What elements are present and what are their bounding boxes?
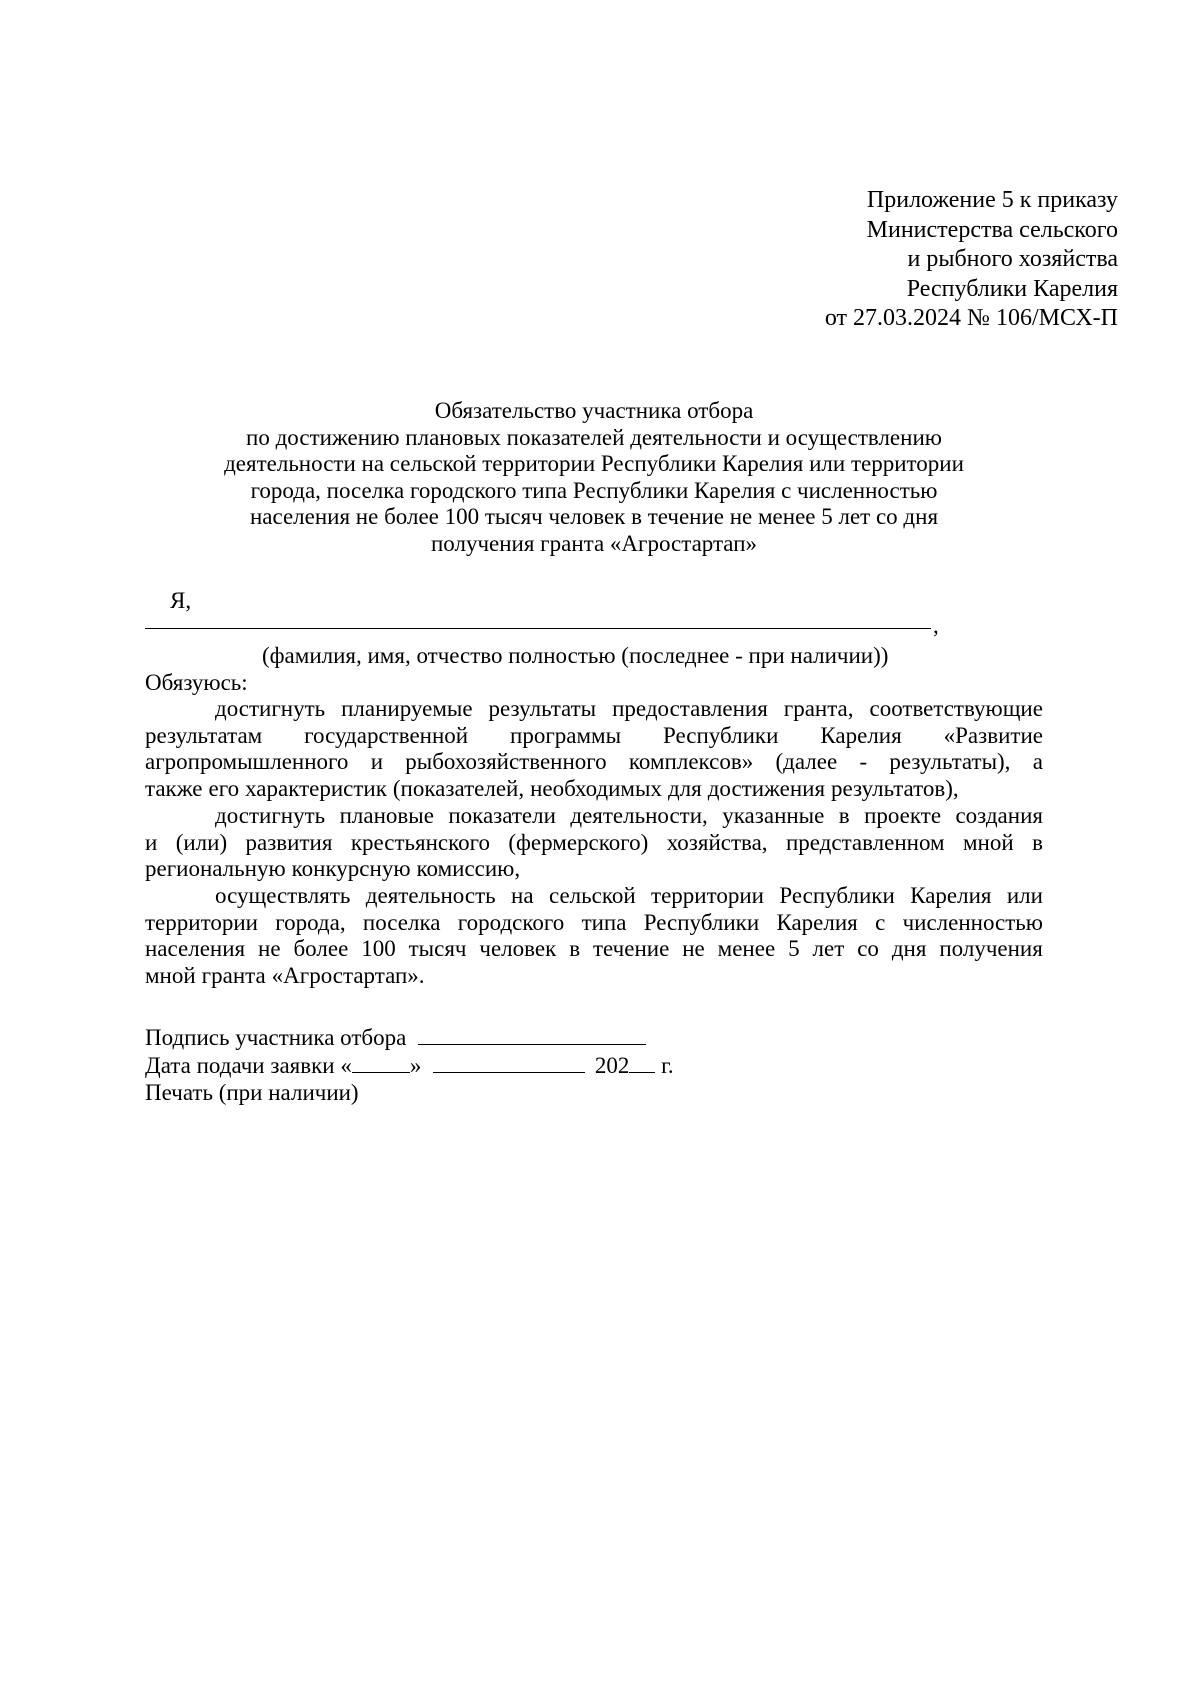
word: соответствующие — [869, 696, 1043, 721]
word: указанные — [722, 803, 825, 828]
stamp-label: Печать (при наличии) — [145, 1080, 359, 1105]
word: и — [145, 829, 158, 855]
word: в — [1032, 829, 1043, 855]
word: «Развитие — [943, 722, 1043, 748]
word: осуществлять — [215, 883, 351, 908]
word: рыбохозяйственного — [405, 749, 607, 775]
word: города, — [275, 909, 346, 935]
word: - — [859, 749, 868, 775]
word: городского — [457, 909, 565, 935]
word: (фермерского) — [508, 829, 649, 855]
word: результатов), — [831, 775, 959, 801]
signature-block — [145, 1024, 674, 1107]
word: Карелия — [910, 883, 992, 908]
year-suffix: г. — [655, 1052, 674, 1078]
intro-ya: Я, — [170, 588, 192, 613]
header-line: Министерства сельского — [866, 216, 1118, 243]
word: развития — [245, 829, 333, 855]
word: сельской — [548, 883, 636, 908]
word: достигнуть — [215, 696, 326, 721]
word: на — [511, 883, 534, 908]
word: показатели — [448, 803, 556, 828]
fio-caption: (фамилия, имя, отчество полностью (последнее - при наличии)) — [262, 643, 889, 668]
word: и — [370, 749, 383, 775]
word: поселка — [362, 909, 441, 935]
word: численностью — [902, 909, 1043, 935]
word: Республики — [663, 722, 779, 748]
paragraph-line — [145, 749, 1043, 776]
word: не — [682, 936, 705, 962]
word: его — [208, 775, 240, 801]
date-label: Дата подачи заявки « — [145, 1052, 352, 1078]
paragraph-line — [145, 963, 1043, 990]
title-line: по достижению плановых показателей деятельности и осуществлению — [246, 424, 942, 450]
word: для — [667, 775, 702, 801]
fio-comma: , — [933, 613, 939, 638]
paragraph-line — [145, 856, 1043, 883]
word: (показателей, — [392, 775, 525, 801]
year-prefix: 202 — [594, 1052, 630, 1078]
paragraph-line — [145, 696, 1043, 723]
signature-blank[interactable] — [418, 1024, 646, 1045]
word: со — [857, 936, 879, 962]
word: территории — [651, 883, 764, 908]
word: агропромышленного — [145, 749, 349, 775]
word: 100 — [361, 936, 396, 962]
paragraph-line — [145, 803, 1043, 830]
date-row — [145, 1052, 674, 1080]
title-line: города, поселка городского типа Республики Карелия с численностью — [250, 477, 938, 503]
word: конкурсную — [291, 856, 411, 882]
signature-label: Подпись участника отбора — [145, 1025, 407, 1050]
word: тысяч — [408, 936, 467, 962]
word: более — [293, 936, 349, 962]
word: также — [145, 775, 203, 801]
word: Республики — [643, 909, 760, 935]
word: дня — [891, 936, 927, 962]
word: мной — [963, 829, 1014, 855]
word: Республики — [779, 883, 895, 908]
word: проекте — [864, 803, 942, 828]
word: территории — [145, 909, 258, 935]
word: в — [838, 803, 850, 828]
paragraph-line — [145, 830, 1043, 857]
word: с — [875, 909, 886, 935]
word: плановые — [339, 803, 434, 828]
word: не — [258, 936, 281, 962]
word: 5 — [788, 936, 800, 962]
word: а — [1032, 749, 1043, 775]
date-quote-close: » — [409, 1052, 422, 1078]
word: «Агростартап». — [271, 962, 425, 988]
word: в — [569, 936, 581, 962]
word: типа — [581, 909, 627, 935]
word: населения — [145, 936, 246, 962]
word: лет — [812, 936, 845, 962]
word: необходимых — [530, 775, 662, 801]
obligation-heading: Обязуюсь: — [145, 670, 248, 695]
word: деятельности, — [570, 803, 708, 828]
word: результаты — [488, 696, 597, 721]
signature-row — [145, 1024, 674, 1052]
word: деятельность — [365, 883, 496, 908]
obligation-paragraph-territory — [145, 883, 1043, 989]
word: создания — [955, 803, 1043, 828]
paragraph-line — [145, 776, 1043, 803]
title-line: Обязательство участника отбора — [434, 398, 754, 423]
day-blank[interactable] — [352, 1052, 410, 1073]
word: достигнуть — [215, 803, 326, 828]
word: (далее — [775, 749, 838, 775]
word: программы — [510, 722, 622, 748]
word: представленном — [785, 829, 945, 855]
word: Карелия — [820, 722, 902, 748]
paragraph-line — [145, 723, 1043, 750]
month-blank[interactable] — [433, 1052, 585, 1073]
document-title — [145, 398, 1043, 557]
word: комиссию, — [416, 856, 521, 882]
word: менее — [717, 936, 776, 962]
header-line: Республики Карелия — [906, 275, 1118, 302]
order-number: от 27.03.2024 № 106/МСХ-П — [824, 305, 1118, 331]
paragraph-line — [145, 910, 1043, 937]
word: результатам — [145, 722, 263, 748]
paragraph-line — [145, 936, 1043, 963]
appendix-header — [825, 186, 1118, 334]
word: предоставления — [612, 696, 768, 721]
word: гранта — [201, 962, 266, 988]
word: мной — [145, 962, 196, 988]
year-blank[interactable] — [629, 1052, 655, 1073]
word: государственной — [304, 722, 469, 748]
word: течение — [593, 936, 670, 962]
word: гранта, — [783, 696, 854, 721]
word: региональную — [145, 856, 286, 882]
header-line: и рыбного хозяйства — [907, 246, 1118, 272]
word: Карелия — [776, 909, 858, 935]
title-line: получения гранта «Агростартап» — [430, 530, 758, 556]
word: результаты), — [889, 749, 1011, 775]
word: крестьянского — [350, 829, 490, 855]
word: комплексов» — [628, 749, 754, 775]
obligation-paragraph-indicators — [145, 803, 1043, 883]
word: достижения — [707, 775, 826, 801]
header-line: Приложение 5 к приказу — [866, 187, 1118, 213]
title-line: населения не более 100 тысяч человек в течение не менее 5 лет со дня — [249, 504, 939, 529]
word: (или) — [175, 829, 228, 855]
word: хозяйства, — [666, 829, 768, 855]
fio-blank-line[interactable] — [145, 628, 931, 629]
title-line: деятельности на сельской территории Республики Карелия или территории — [224, 451, 964, 476]
obligation-paragraph-results — [145, 696, 1043, 802]
word: или — [1006, 883, 1043, 908]
word: характеристик — [245, 775, 387, 801]
word: человек — [479, 936, 557, 962]
word: получения — [939, 936, 1043, 962]
word: планируемые — [341, 696, 473, 721]
paragraph-line — [145, 883, 1043, 910]
